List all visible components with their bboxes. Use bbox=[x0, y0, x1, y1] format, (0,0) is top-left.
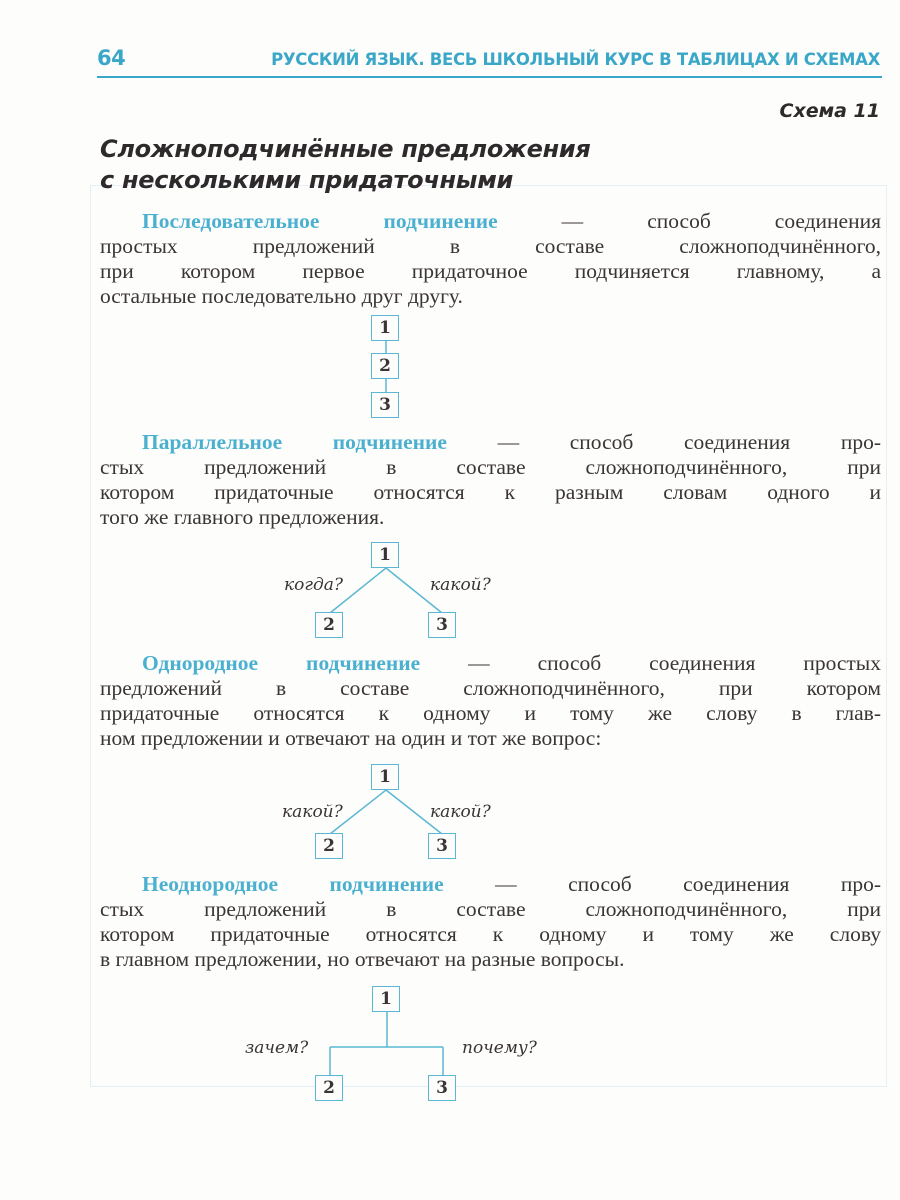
clause-box-subordinate: 3 bbox=[428, 1075, 456, 1101]
definition-line: ном предложении и отвечают на один и тот же вопрос: bbox=[100, 726, 602, 750]
question-label: какой? bbox=[430, 802, 491, 822]
definition-line: Однородное подчинение — способ соединения простых bbox=[142, 651, 881, 675]
clause-box-subordinate: 2 bbox=[315, 833, 343, 859]
clause-box-subordinate: 3 bbox=[428, 833, 456, 859]
definition-line: Неоднородное подчинение — способ соединения про- bbox=[142, 872, 881, 896]
clause-box-main: 1 bbox=[372, 986, 400, 1012]
clause-box-subordinate: 2 bbox=[371, 353, 399, 379]
question-label: почему? bbox=[462, 1038, 537, 1058]
page-number: 64 bbox=[97, 46, 126, 70]
definition-line: предложений в составе сложноподчинённого, при котором bbox=[100, 676, 881, 700]
clause-box-subordinate: 3 bbox=[428, 612, 456, 638]
section-title-line-2: с несколькими придаточными bbox=[100, 166, 514, 194]
header-rule bbox=[97, 76, 882, 78]
clause-box-subordinate: 2 bbox=[315, 612, 343, 638]
term-sequential: Последовательное подчинение bbox=[142, 209, 498, 233]
definition-line: стых предложений в составе сложноподчинённого, при bbox=[100, 897, 881, 921]
section-title-line-1: Сложноподчинённые предложения bbox=[100, 135, 591, 163]
definition-line: котором придаточные относятся к разным словам одного и bbox=[100, 480, 881, 504]
definition-line: придаточные относятся к одному и тому же слову в глав- bbox=[100, 701, 881, 725]
question-label: зачем? bbox=[245, 1038, 309, 1058]
scheme-label: Схема 11 bbox=[779, 100, 880, 122]
definition-homogeneous bbox=[100, 651, 881, 751]
question-label: какой? bbox=[430, 575, 491, 595]
definition-line: при котором первое придаточное подчиняется главному, а bbox=[100, 259, 881, 283]
definition-line: того же главного предложения. bbox=[100, 505, 385, 529]
question-label: когда? bbox=[284, 575, 344, 595]
definition-line: простых предложений в составе сложноподчинённого, bbox=[100, 234, 881, 258]
definition-line: котором придаточные относятся к одному и тому же слову bbox=[100, 922, 881, 946]
section-title bbox=[100, 134, 591, 196]
running-title: РУССКИЙ ЯЗЫК. ВЕСЬ ШКОЛЬНЫЙ КУРС В ТАБЛИЦАХ И СХЕМАХ bbox=[271, 50, 880, 69]
definition-heterogeneous bbox=[100, 872, 881, 972]
clause-box-main: 1 bbox=[371, 542, 399, 568]
term-homogeneous: Однородное подчинение bbox=[142, 651, 421, 675]
definition-line: остальные последовательно друг другу. bbox=[100, 284, 463, 308]
question-label: какой? bbox=[282, 802, 343, 822]
clause-box-subordinate: 3 bbox=[371, 392, 399, 418]
term-parallel: Параллельное подчинение bbox=[142, 430, 447, 454]
definition-line: стых предложений в составе сложноподчинённого, при bbox=[100, 455, 881, 479]
term-heterogeneous: Неоднородное подчинение bbox=[142, 872, 444, 896]
clause-box-subordinate: 2 bbox=[315, 1075, 343, 1101]
definition-sequential bbox=[100, 209, 881, 309]
clause-box-main: 1 bbox=[371, 315, 399, 341]
definition-line: Параллельное подчинение — способ соединения про- bbox=[142, 430, 881, 454]
definition-line: Последовательное подчинение — способ соединения bbox=[142, 209, 881, 233]
definition-parallel bbox=[100, 430, 881, 530]
clause-box-main: 1 bbox=[371, 764, 399, 790]
definition-line: в главном предложении, но отвечают на разные вопросы. bbox=[100, 947, 625, 971]
